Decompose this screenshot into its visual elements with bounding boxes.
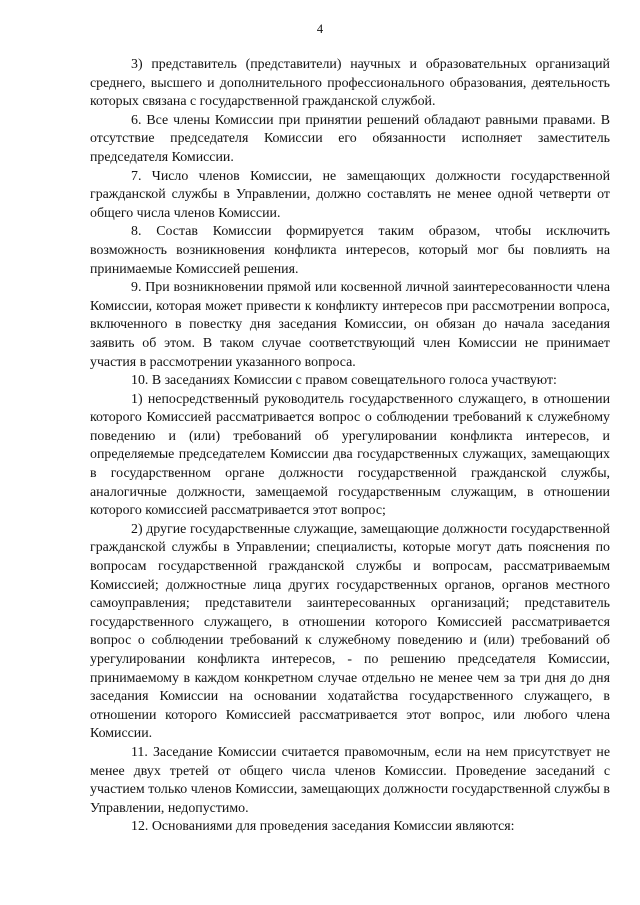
paragraph-10-advisory-participants: 10. В заседаниях Комиссии с правом совещательного голоса участвуют: — [131, 373, 557, 389]
paragraph-9-conflict-of-interest: 9. При возникновении прямой или косвенной личной заинтересованности члена Комиссии, которая может привести к конфликту интересов при рассмотрении вопроса, включенного в повестку дня заседания Комиссии, он обязан до начала заседания заявить об этом. В таком случае соответствующий член Комиссии не принимает участия в рассмотрении указанного вопроса. — [90, 280, 610, 370]
paragraph-7-members-count: 7. Число членов Комиссии, не замещающих должности государственной гражданской службы в Управлении, должно составлять не менее одной четверти от общего числа членов Комиссии. — [90, 168, 610, 221]
paragraph-10-item-2-other-participants: 2) другие государственные служащие, замещающие должности государственной гражданской службы в Управлении; специалисты, которые могут дать пояснения по вопросам государственной гражданской службы и вопросам, рассматриваемым Комиссией; должностные лица других государственных органов, органов местного самоуправления; представители заинтересованных организаций; представитель государственного служащего, в отношении которого Комиссией рассматривается вопрос о соблюдении требований к служебному поведению и (или) требований об урегулировании конфликта интересов, - по решению председателя Комиссии, принимаемому в каждом конкретном случае отдельно не менее чем за три дня до дня заседания Комиссии на основании ходатайства государственного служащего, в отношении которого Комиссией рассматривается этот вопрос, или любого члена Комиссии. — [90, 521, 610, 742]
page-number: 4 — [316, 22, 324, 36]
paragraph-8-composition: 8. Состав Комиссии формируется таким образом, чтобы исключить возможность возникновения конфликта интересов, который мог бы повлиять на принимаемые Комиссией решения. — [90, 224, 610, 277]
paragraph-12-grounds: 12. Основаниями для проведения заседания Комиссии являются: — [131, 819, 515, 835]
document-body — [90, 56, 610, 837]
paragraph-10-item-1-supervisor: 1) непосредственный руководитель государственного служащего, в отношении которого Комиссией рассматривается вопрос о соблюдении требований к служебному поведению и (или) требований об урегулировании конфликта интересов, и определяемые председателем Комиссии два государственных служащих, замещающих в государственном органе должности государственной гражданской службы, аналогичные должности, замещаемой государственным служащим, в отношении которого комиссией рассматривается этот вопрос; — [90, 391, 610, 519]
paragraph-11-quorum: 11. Заседание Комиссии считается правомочным, если на нем присутствует не менее двух третей от общего числа членов Комиссии. Проведение заседаний с участием только членов Комиссии, замещающих должности государственной службы в Управлении, недопустимо. — [90, 744, 610, 816]
paragraph-item-3-representatives: 3) представитель (представители) научных и образовательных организаций среднего, высшего и дополнительного профессионального образования, деятельность которых связана с государственной гражданской службой. — [90, 57, 610, 110]
paragraph-6-equal-rights: 6. Все члены Комиссии при принятии решений обладают равными правами. В отсутствие председателя Комиссии его обязанности исполняет заместитель председателя Комиссии. — [90, 112, 610, 165]
